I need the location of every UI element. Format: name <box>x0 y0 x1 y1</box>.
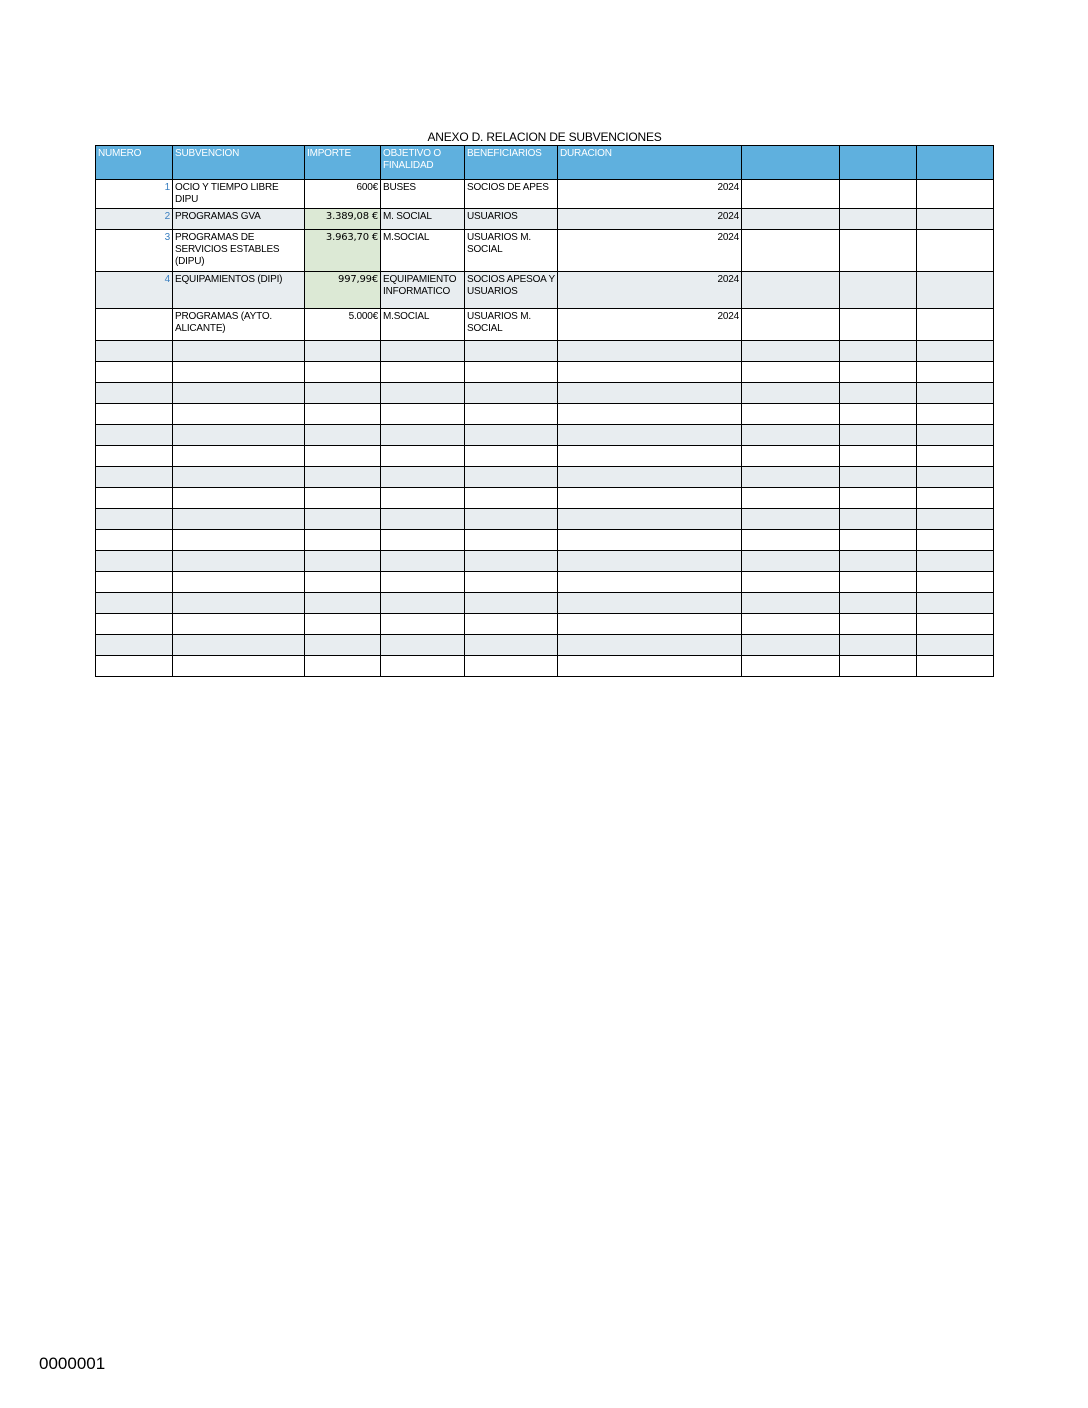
page-title: ANEXO D. RELACION DE SUBVENCIONES <box>427 130 662 144</box>
cell-empty <box>917 180 994 209</box>
empty-table-row <box>96 425 994 446</box>
cell-empty <box>917 341 994 362</box>
cell-empty <box>917 404 994 425</box>
cell-beneficiarios: USUARIOS M. SOCIAL <box>465 230 558 272</box>
header-beneficiarios: BENEFICIARIOS <box>465 146 558 180</box>
cell-empty <box>305 383 381 404</box>
cell-empty <box>173 656 305 677</box>
cell-beneficiarios: USUARIOS <box>465 209 558 230</box>
cell-objetivo: M. SOCIAL <box>381 209 465 230</box>
cell-empty <box>558 341 742 362</box>
cell-empty <box>381 635 465 656</box>
cell-empty <box>305 467 381 488</box>
header-extra-1 <box>742 146 840 180</box>
cell-empty <box>173 530 305 551</box>
cell-empty <box>558 383 742 404</box>
cell-empty <box>840 593 917 614</box>
cell-empty <box>558 593 742 614</box>
cell-empty <box>840 209 917 230</box>
cell-empty <box>840 656 917 677</box>
cell-empty <box>96 509 173 530</box>
cell-importe: 997,99€ <box>305 272 381 309</box>
cell-empty <box>917 230 994 272</box>
cell-empty <box>96 404 173 425</box>
cell-empty <box>917 446 994 467</box>
cell-empty <box>558 656 742 677</box>
empty-table-row <box>96 614 994 635</box>
cell-empty <box>305 551 381 572</box>
cell-empty <box>173 362 305 383</box>
table-header-row <box>96 146 994 180</box>
cell-numero: 2 <box>96 209 173 230</box>
cell-empty <box>381 572 465 593</box>
empty-table-row <box>96 509 994 530</box>
cell-empty <box>465 551 558 572</box>
cell-empty <box>173 425 305 446</box>
empty-table-row <box>96 446 994 467</box>
empty-table-row <box>96 656 994 677</box>
cell-empty <box>840 230 917 272</box>
cell-empty <box>465 425 558 446</box>
cell-empty <box>840 425 917 446</box>
cell-empty <box>917 656 994 677</box>
header-extra-3 <box>917 146 994 180</box>
cell-beneficiarios: USUARIOS M. SOCIAL <box>465 309 558 341</box>
table-row <box>96 209 994 230</box>
cell-empty <box>381 530 465 551</box>
cell-subvencion: OCIO Y TIEMPO LIBRE DIPU <box>173 180 305 209</box>
cell-empty <box>558 530 742 551</box>
cell-empty <box>742 551 840 572</box>
cell-empty <box>558 551 742 572</box>
cell-empty <box>742 572 840 593</box>
cell-empty <box>305 404 381 425</box>
cell-empty <box>305 635 381 656</box>
cell-empty <box>742 656 840 677</box>
cell-empty <box>917 572 994 593</box>
cell-empty <box>840 509 917 530</box>
table-row <box>96 230 994 272</box>
cell-duracion: 2024 <box>558 230 742 272</box>
cell-empty <box>917 209 994 230</box>
cell-empty <box>840 404 917 425</box>
empty-table-row <box>96 593 994 614</box>
cell-numero <box>96 309 173 341</box>
cell-empty <box>305 572 381 593</box>
empty-table-row <box>96 551 994 572</box>
cell-empty <box>173 593 305 614</box>
cell-empty <box>173 572 305 593</box>
cell-empty <box>173 446 305 467</box>
cell-empty <box>305 362 381 383</box>
cell-empty <box>840 341 917 362</box>
cell-empty <box>742 180 840 209</box>
cell-numero: 3 <box>96 230 173 272</box>
cell-empty <box>558 635 742 656</box>
empty-table-row <box>96 404 994 425</box>
cell-empty <box>305 488 381 509</box>
cell-empty <box>558 614 742 635</box>
cell-empty <box>917 509 994 530</box>
empty-rows <box>96 341 994 677</box>
cell-empty <box>917 383 994 404</box>
cell-empty <box>917 635 994 656</box>
cell-empty <box>840 551 917 572</box>
table-row <box>96 272 994 309</box>
cell-empty <box>742 488 840 509</box>
cell-empty <box>305 614 381 635</box>
cell-empty <box>173 383 305 404</box>
cell-empty <box>917 272 994 309</box>
cell-numero: 1 <box>96 180 173 209</box>
cell-empty <box>558 572 742 593</box>
cell-objetivo: M.SOCIAL <box>381 309 465 341</box>
cell-empty <box>742 509 840 530</box>
cell-empty <box>742 404 840 425</box>
cell-empty <box>96 656 173 677</box>
cell-empty <box>840 572 917 593</box>
cell-empty <box>840 446 917 467</box>
empty-table-row <box>96 530 994 551</box>
cell-subvencion: PROGRAMAS (AYTO. ALICANTE) <box>173 309 305 341</box>
table-row <box>96 180 994 209</box>
cell-empty <box>465 446 558 467</box>
cell-empty <box>465 362 558 383</box>
cell-empty <box>742 614 840 635</box>
cell-empty <box>96 635 173 656</box>
cell-duracion: 2024 <box>558 180 742 209</box>
cell-empty <box>840 383 917 404</box>
cell-empty <box>465 635 558 656</box>
cell-empty <box>96 362 173 383</box>
cell-empty <box>742 635 840 656</box>
cell-empty <box>558 467 742 488</box>
cell-empty <box>742 446 840 467</box>
cell-empty <box>917 551 994 572</box>
cell-empty <box>742 530 840 551</box>
cell-empty <box>96 551 173 572</box>
empty-table-row <box>96 383 994 404</box>
empty-table-row <box>96 488 994 509</box>
cell-empty <box>840 614 917 635</box>
header-objetivo: OBJETIVO O FINALIDAD <box>381 146 465 180</box>
cell-empty <box>917 530 994 551</box>
cell-empty <box>173 488 305 509</box>
cell-empty <box>381 446 465 467</box>
cell-empty <box>381 383 465 404</box>
cell-empty <box>558 425 742 446</box>
cell-objetivo: BUSES <box>381 180 465 209</box>
cell-empty <box>173 341 305 362</box>
cell-empty <box>381 362 465 383</box>
cell-objetivo: EQUIPAMIENTO INFORMATICO <box>381 272 465 309</box>
cell-empty <box>742 467 840 488</box>
cell-empty <box>465 572 558 593</box>
cell-empty <box>381 467 465 488</box>
cell-empty <box>96 425 173 446</box>
cell-empty <box>305 446 381 467</box>
cell-beneficiarios: SOCIOS APESOA Y USUARIOS <box>465 272 558 309</box>
cell-empty <box>742 230 840 272</box>
cell-importe: 5.000€ <box>305 309 381 341</box>
cell-empty <box>917 488 994 509</box>
cell-empty <box>381 656 465 677</box>
empty-table-row <box>96 572 994 593</box>
cell-empty <box>96 530 173 551</box>
cell-empty <box>381 341 465 362</box>
cell-subvencion: PROGRAMAS GVA <box>173 209 305 230</box>
cell-empty <box>381 425 465 446</box>
header-importe: IMPORTE <box>305 146 381 180</box>
header-duracion: DURACION <box>558 146 742 180</box>
cell-subvencion: PROGRAMAS DE SERVICIOS ESTABLES (DIPU) <box>173 230 305 272</box>
cell-empty <box>305 425 381 446</box>
table-row <box>96 309 994 341</box>
cell-empty <box>558 362 742 383</box>
cell-empty <box>96 446 173 467</box>
cell-empty <box>465 383 558 404</box>
cell-empty <box>173 467 305 488</box>
cell-empty <box>305 341 381 362</box>
header-numero: NUMERO <box>96 146 173 180</box>
empty-table-row <box>96 362 994 383</box>
cell-empty <box>840 488 917 509</box>
cell-empty <box>465 656 558 677</box>
cell-duracion: 2024 <box>558 209 742 230</box>
cell-empty <box>305 530 381 551</box>
cell-empty <box>465 509 558 530</box>
cell-empty <box>742 425 840 446</box>
cell-empty <box>840 272 917 309</box>
cell-empty <box>840 309 917 341</box>
cell-empty <box>917 593 994 614</box>
cell-empty <box>381 509 465 530</box>
cell-empty <box>173 635 305 656</box>
cell-empty <box>917 614 994 635</box>
cell-beneficiarios: SOCIOS DE APES <box>465 180 558 209</box>
cell-objetivo: M.SOCIAL <box>381 230 465 272</box>
cell-empty <box>742 272 840 309</box>
cell-empty <box>305 593 381 614</box>
cell-numero: 4 <box>96 272 173 309</box>
cell-empty <box>96 383 173 404</box>
cell-empty <box>173 404 305 425</box>
page-footer-number: 0000001 <box>39 1354 106 1373</box>
cell-empty <box>840 530 917 551</box>
subsidies-table <box>95 145 994 677</box>
cell-empty <box>381 404 465 425</box>
cell-empty <box>465 530 558 551</box>
cell-empty <box>381 614 465 635</box>
cell-empty <box>742 309 840 341</box>
cell-subvencion: EQUIPAMIENTOS (DIPI) <box>173 272 305 309</box>
cell-empty <box>840 635 917 656</box>
cell-empty <box>465 467 558 488</box>
cell-empty <box>465 614 558 635</box>
cell-duracion: 2024 <box>558 272 742 309</box>
cell-empty <box>558 488 742 509</box>
empty-table-row <box>96 467 994 488</box>
cell-empty <box>381 551 465 572</box>
cell-empty <box>840 180 917 209</box>
header-extra-2 <box>840 146 917 180</box>
cell-empty <box>840 467 917 488</box>
cell-empty <box>840 362 917 383</box>
cell-empty <box>917 309 994 341</box>
cell-empty <box>558 404 742 425</box>
cell-empty <box>305 509 381 530</box>
cell-empty <box>742 362 840 383</box>
cell-empty <box>465 488 558 509</box>
cell-empty <box>917 425 994 446</box>
cell-empty <box>96 467 173 488</box>
empty-table-row <box>96 341 994 362</box>
cell-empty <box>173 614 305 635</box>
cell-empty <box>742 383 840 404</box>
empty-table-row <box>96 635 994 656</box>
cell-empty <box>173 509 305 530</box>
cell-empty <box>917 362 994 383</box>
cell-empty <box>742 341 840 362</box>
cell-empty <box>558 446 742 467</box>
cell-empty <box>96 593 173 614</box>
cell-empty <box>381 488 465 509</box>
cell-empty <box>558 509 742 530</box>
cell-empty <box>465 593 558 614</box>
cell-empty <box>381 593 465 614</box>
cell-empty <box>96 614 173 635</box>
cell-empty <box>917 467 994 488</box>
cell-empty <box>465 404 558 425</box>
cell-importe: 3.389,08 € <box>305 209 381 230</box>
cell-empty <box>96 488 173 509</box>
cell-importe: 600€ <box>305 180 381 209</box>
header-subvencion: SUBVENCION <box>173 146 305 180</box>
cell-empty <box>465 341 558 362</box>
cell-importe: 3.963,70 € <box>305 230 381 272</box>
cell-duracion: 2024 <box>558 309 742 341</box>
cell-empty <box>742 593 840 614</box>
cell-empty <box>96 341 173 362</box>
cell-empty <box>173 551 305 572</box>
cell-empty <box>305 656 381 677</box>
cell-empty <box>742 209 840 230</box>
cell-empty <box>96 572 173 593</box>
